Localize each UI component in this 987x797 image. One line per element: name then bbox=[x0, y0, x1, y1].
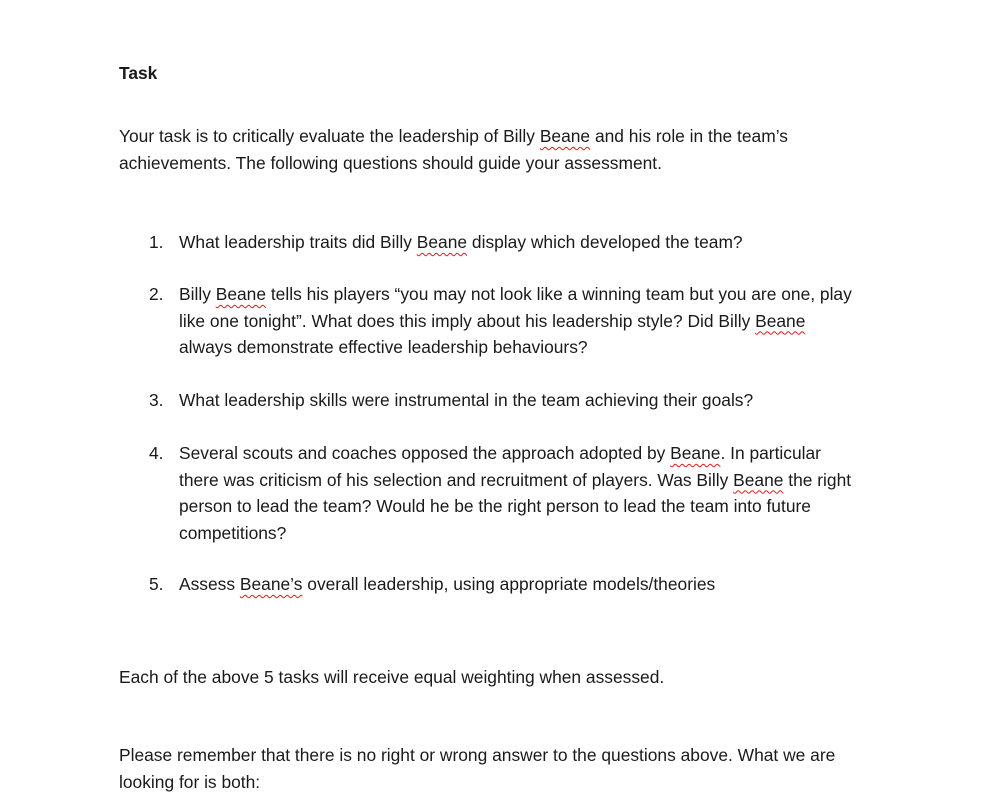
misspelled-word-beane[interactable]: Beane bbox=[755, 310, 806, 331]
list-number: 5. bbox=[149, 574, 164, 594]
weighting-paragraph: Each of the above 5 tasks will receive equal weighting when assessed. bbox=[119, 667, 665, 687]
question-text bbox=[179, 440, 859, 546]
question-text bbox=[179, 281, 859, 361]
question-text-part: . In particular there was criticism of his selection and recruitment of players. Was Billy bbox=[179, 443, 821, 490]
question-text-part: Several scouts and coaches opposed the approach adopted by bbox=[179, 443, 671, 463]
misspelled-word-beane[interactable]: Beane bbox=[215, 284, 267, 304]
question-text: What leadership skills were instrumental in the team achieving their goals? bbox=[179, 390, 754, 410]
intro-paragraph bbox=[119, 123, 859, 176]
remember-paragraph: Please remember that there is no right or wrong answer to the questions above. What we are looking for is both: bbox=[119, 745, 836, 792]
question-text-part: Assess bbox=[179, 574, 240, 594]
question-text-part: tells his players “you may not look like a winning team but you are one, play like one tonight”. What does this imply about his leadership style? Did Billy bbox=[179, 284, 852, 331]
misspelled-word-beane[interactable]: Beane bbox=[670, 443, 721, 463]
question-text bbox=[179, 229, 859, 256]
misspelled-word-beane[interactable]: Beane bbox=[733, 469, 784, 490]
question-text-part: What leadership traits did Billy bbox=[179, 232, 417, 252]
misspelled-word-beane[interactable]: Beane bbox=[539, 126, 591, 146]
list-number: 2. bbox=[149, 284, 164, 304]
question-text-part: always demonstrate effective leadership behaviours? bbox=[179, 337, 588, 357]
intro-text-part: Your task is to critically evaluate the leadership of Billy bbox=[119, 126, 540, 146]
question-text-part: overall leadership, using appropriate models/theories bbox=[302, 574, 716, 594]
task-heading: Task bbox=[119, 63, 158, 83]
list-number: 4. bbox=[149, 443, 164, 463]
question-text-part: display which developed the team? bbox=[467, 232, 743, 252]
question-text bbox=[179, 571, 859, 598]
misspelled-word-beanes[interactable]: Beane’s bbox=[239, 574, 303, 594]
question-text-part: Billy bbox=[179, 284, 216, 304]
misspelled-word-beane[interactable]: Beane bbox=[416, 232, 468, 252]
question-text-part: the right person to lead the team? Would he be the right person to lead the team into future competitions? bbox=[179, 469, 852, 543]
list-number: 3. bbox=[149, 390, 164, 410]
intro-text-part: and his role in the team’s achievements. The following questions should guide your assessment. bbox=[119, 126, 788, 173]
list-number: 1. bbox=[149, 232, 164, 252]
